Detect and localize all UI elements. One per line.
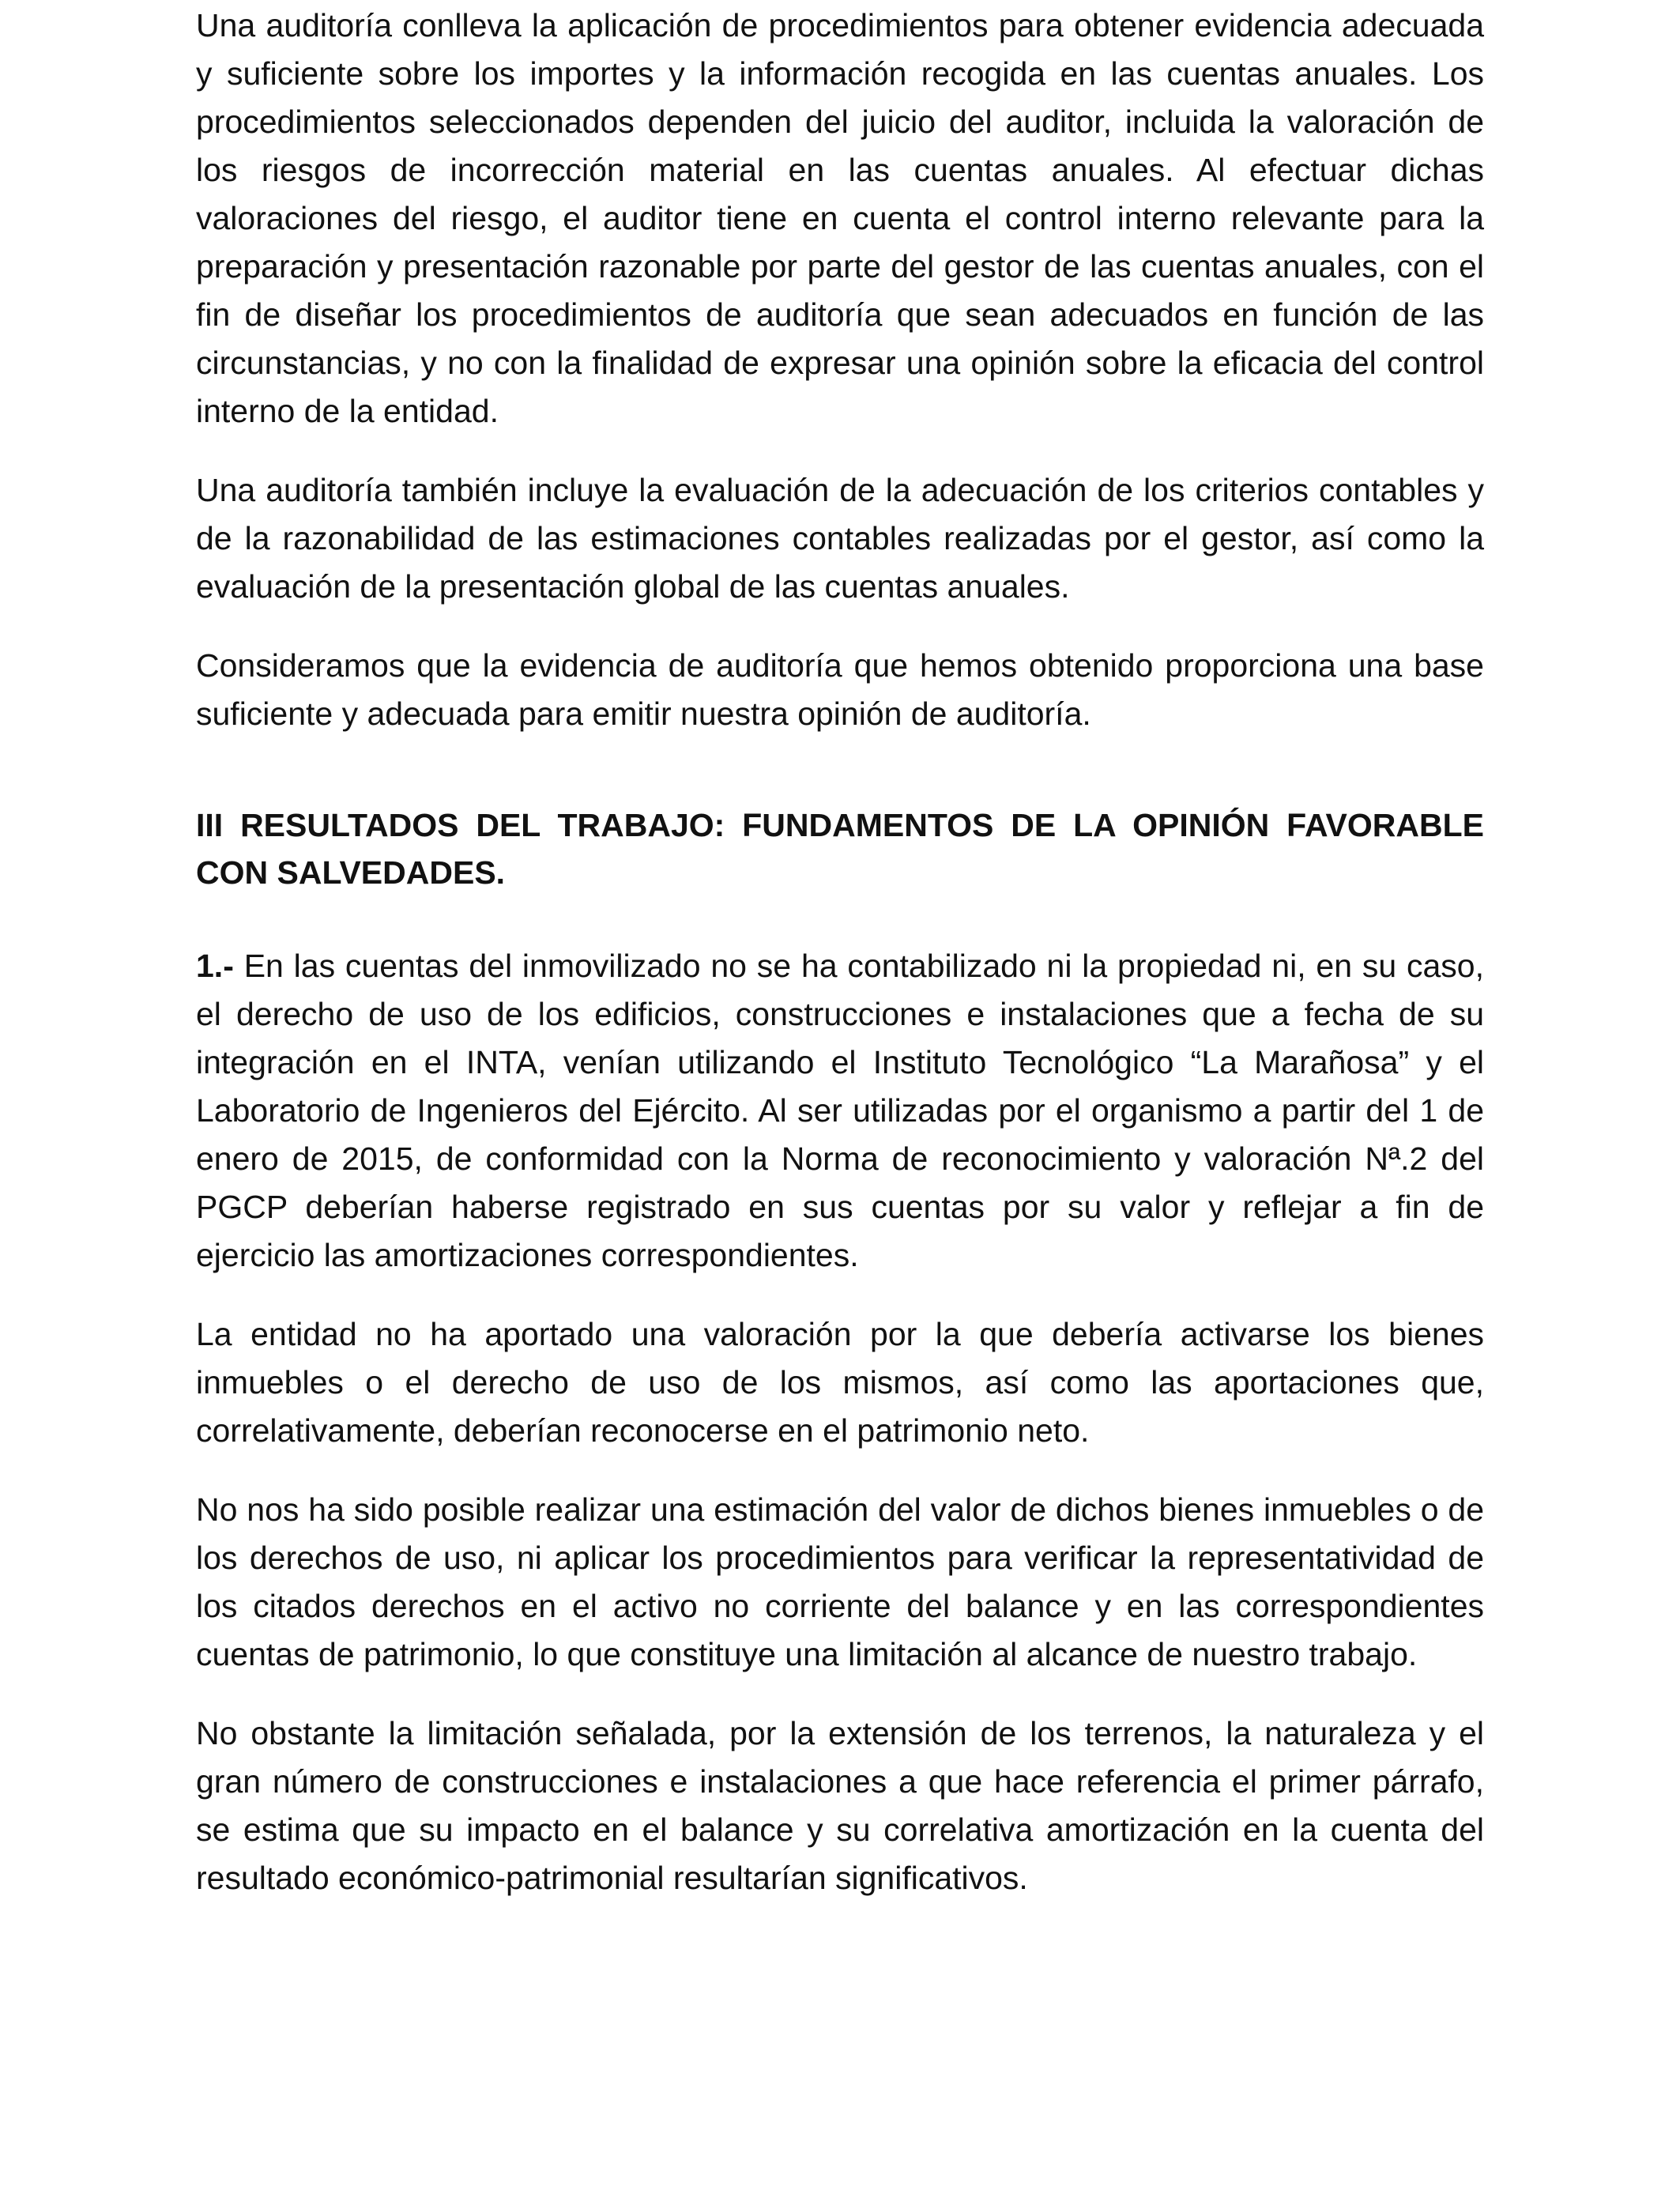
paragraph-audit-evaluation: Una auditoría también incluye la evaluación de la adecuación de los criterios contables y de la razonabilidad de las estimaciones contables realizadas por el gestor, así como la evaluación de la presentación global de las cuentas anuales.	[196, 472, 1484, 605]
paragraph-limitation: No nos ha sido posible realizar una estimación del valor de dichos bienes inmuebles o de los derechos de uso, ni aplicar los procedimientos para verificar la representatividad de los citados derechos en el activo no corriente del balance y en las correspondientes cuentas de patrimonio, lo que constituye una limitación al alcance de nuestro trabajo.	[196, 1491, 1484, 1672]
section-heading: III RESULTADOS DEL TRABAJO: FUNDAMENTOS DE LA OPINIÓN FAVORABLE CON SALVEDADES.	[196, 807, 1484, 891]
paragraph-audit-procedures: Una auditoría conlleva la aplicación de procedimientos para obtener evidencia adecuada y suficiente sobre los importes y la información recogida en las cuentas anuales. Los procedimientos seleccionados dependen del juicio del auditor, incluida la valoración de los riesgos de incorrección material en las cuentas anuales. Al efectuar dichas valoraciones del riesgo, el auditor tiene en cuenta el control interno relevante para la preparación y presentación razonable por parte del gestor de las cuentas anuales, con el fin de diseñar los procedimientos de auditoría que sean adecuados en función de las circunstancias, y no con la finalidad de expresar una opinión sobre la eficacia del control interno de la entidad.	[196, 7, 1484, 429]
paragraph-impact: No obstante la limitación señalada, por la extensión de los terrenos, la naturaleza y el gran número de construcciones e instalaciones a que hace referencia el primer párrafo, se estima que su impacto en el balance y su correlativa amortización en la cuenta del resultado económico-patrimonial resultarían significativos.	[196, 1715, 1484, 1896]
document-page	[196, 0, 1484, 1902]
paragraph-audit-evidence: Consideramos que la evidencia de auditoría que hemos obtenido proporciona una base suficiente y adecuada para emitir nuestra opinión de auditoría.	[196, 647, 1484, 732]
item-text: En las cuentas del inmovilizado no se ha contabilizado ni la propiedad ni, en su caso, el derecho de uso de los edificios, construcciones e instalaciones que a fecha de su integración en el INTA, venían utilizando el Instituto Tecnológico “La Marañosa” y el Laboratorio de Ingenieros del Ejército. Al ser utilizadas por el organismo a partir del 1 de enero de 2015, de conformidad con la Norma de reconocimiento y valoración Nª.2 del PGCP deberían haberse registrado en sus cuentas por su valor y reflejar a fin de ejercicio las amortizaciones correspondientes.	[196, 948, 1484, 1273]
paragraph-valuation: La entidad no ha aportado una valoración por la que debería activarse los bienes inmuebles o el derecho de uso de los mismos, así como las aportaciones que, correlativamente, deberían reconocerse en el patrimonio neto.	[196, 1316, 1484, 1449]
numbered-item-1	[196, 942, 1484, 1280]
item-number: 1.-	[196, 948, 234, 984]
